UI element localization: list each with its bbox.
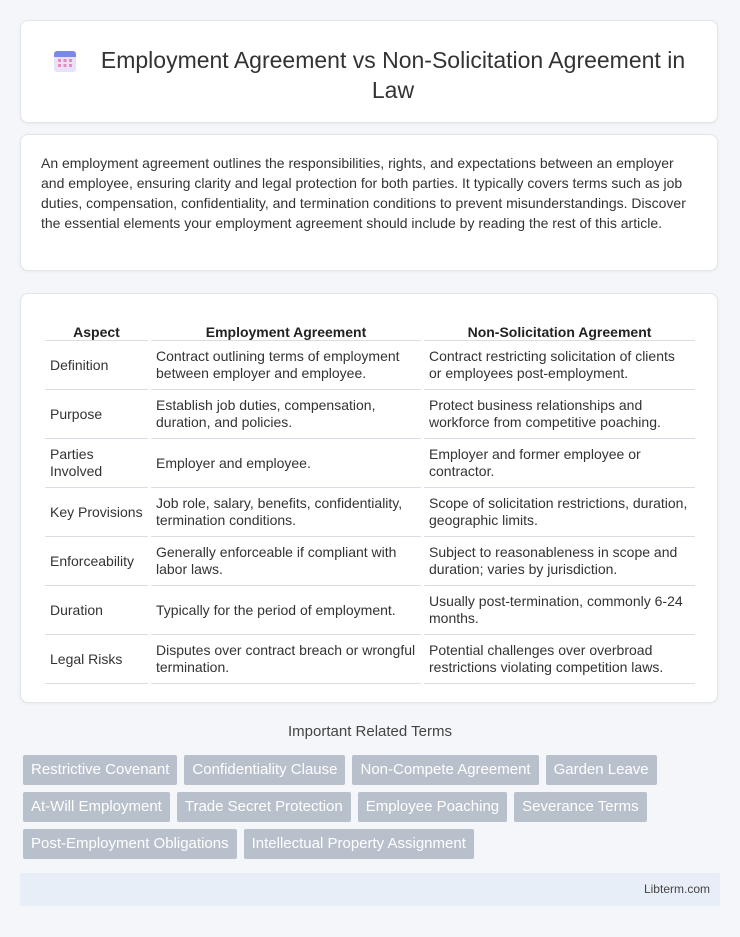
non-solicitation-cell: Potential challenges over overbroad restrictions violating competition laws.	[424, 635, 695, 684]
table-row	[45, 341, 695, 390]
footer-site-link[interactable]: Libterm.com	[643, 882, 710, 896]
employment-cell: Typically for the period of employment.	[151, 586, 421, 635]
title-card	[20, 20, 718, 123]
employment-cell: Establish job duties, compensation, duration, and policies.	[151, 390, 421, 439]
comparison-card	[20, 293, 718, 703]
non-solicitation-cell: Contract restricting solicitation of clients or employees post-employment.	[424, 341, 695, 390]
related-terms-heading: Important Related Terms	[288, 723, 452, 740]
header-non-solicitation: Non-Solicitation Agreement	[424, 314, 695, 341]
non-solicitation-cell: Subject to reasonableness in scope and duration; varies by jurisdiction.	[424, 537, 695, 586]
non-solicitation-cell: Protect business relationships and workforce from competitive poaching.	[424, 390, 695, 439]
employment-cell: Contract outlining terms of employment between employer and employee.	[151, 341, 421, 390]
intro-card	[20, 134, 718, 271]
non-solicitation-cell: Usually post-termination, commonly 6-24 months.	[424, 586, 695, 635]
aspect-cell: Purpose	[45, 390, 148, 439]
related-term-tag[interactable]: Garden Leave	[546, 755, 657, 785]
related-term-tag[interactable]: At-Will Employment	[23, 792, 170, 822]
related-term-tag[interactable]: Trade Secret Protection	[177, 792, 351, 822]
employment-cell: Employer and employee.	[151, 439, 421, 488]
comparison-table	[42, 314, 698, 684]
footer	[20, 873, 720, 906]
related-term-tag[interactable]: Intellectual Property Assignment	[244, 829, 474, 859]
table-row	[45, 537, 695, 586]
related-term-tag[interactable]: Non-Compete Agreement	[352, 755, 538, 785]
related-term-tag[interactable]: Confidentiality Clause	[184, 755, 345, 785]
employment-cell: Generally enforceable if compliant with labor laws.	[151, 537, 421, 586]
employment-cell: Disputes over contract breach or wrongful termination.	[151, 635, 421, 684]
table-row	[45, 439, 695, 488]
related-terms-list	[23, 755, 703, 866]
aspect-cell: Enforceability	[45, 537, 148, 586]
related-term-tag[interactable]: Restrictive Covenant	[23, 755, 177, 785]
related-term-tag[interactable]: Employee Poaching	[358, 792, 507, 822]
intro-paragraph: An employment agreement outlines the responsibilities, rights, and expectations between an employer and employee, ensuring clarity and legal protection for both parties. It typically covers terms such as job duties, compensation, confidentiality, and termination conditions to prevent misunderstandings. Discover the essential elements your employment agreement should include by reading the rest of this article.	[41, 155, 686, 231]
employment-cell: Job role, salary, benefits, confidentiality, termination conditions.	[151, 488, 421, 537]
aspect-cell: Definition	[45, 341, 148, 390]
related-term-tag[interactable]: Severance Terms	[514, 792, 646, 822]
aspect-cell: Key Provisions	[45, 488, 148, 537]
non-solicitation-cell: Employer and former employee or contractor.	[424, 439, 695, 488]
table-row	[45, 586, 695, 635]
related-term-tag[interactable]: Post-Employment Obligations	[23, 829, 237, 859]
table-row	[45, 390, 695, 439]
aspect-cell: Legal Risks	[45, 635, 148, 684]
page-title: Employment Agreement vs Non-Solicitation Agreement in Law	[100, 47, 686, 103]
header-aspect: Aspect	[45, 314, 148, 341]
table-row	[45, 488, 695, 537]
table-row	[45, 635, 695, 684]
header-employment: Employment Agreement	[151, 314, 421, 341]
aspect-cell: Duration	[45, 586, 148, 635]
calendar-icon	[51, 47, 79, 75]
non-solicitation-cell: Scope of solicitation restrictions, duration, geographic limits.	[424, 488, 695, 537]
table-header-row	[45, 314, 695, 341]
aspect-cell: Parties Involved	[45, 439, 148, 488]
